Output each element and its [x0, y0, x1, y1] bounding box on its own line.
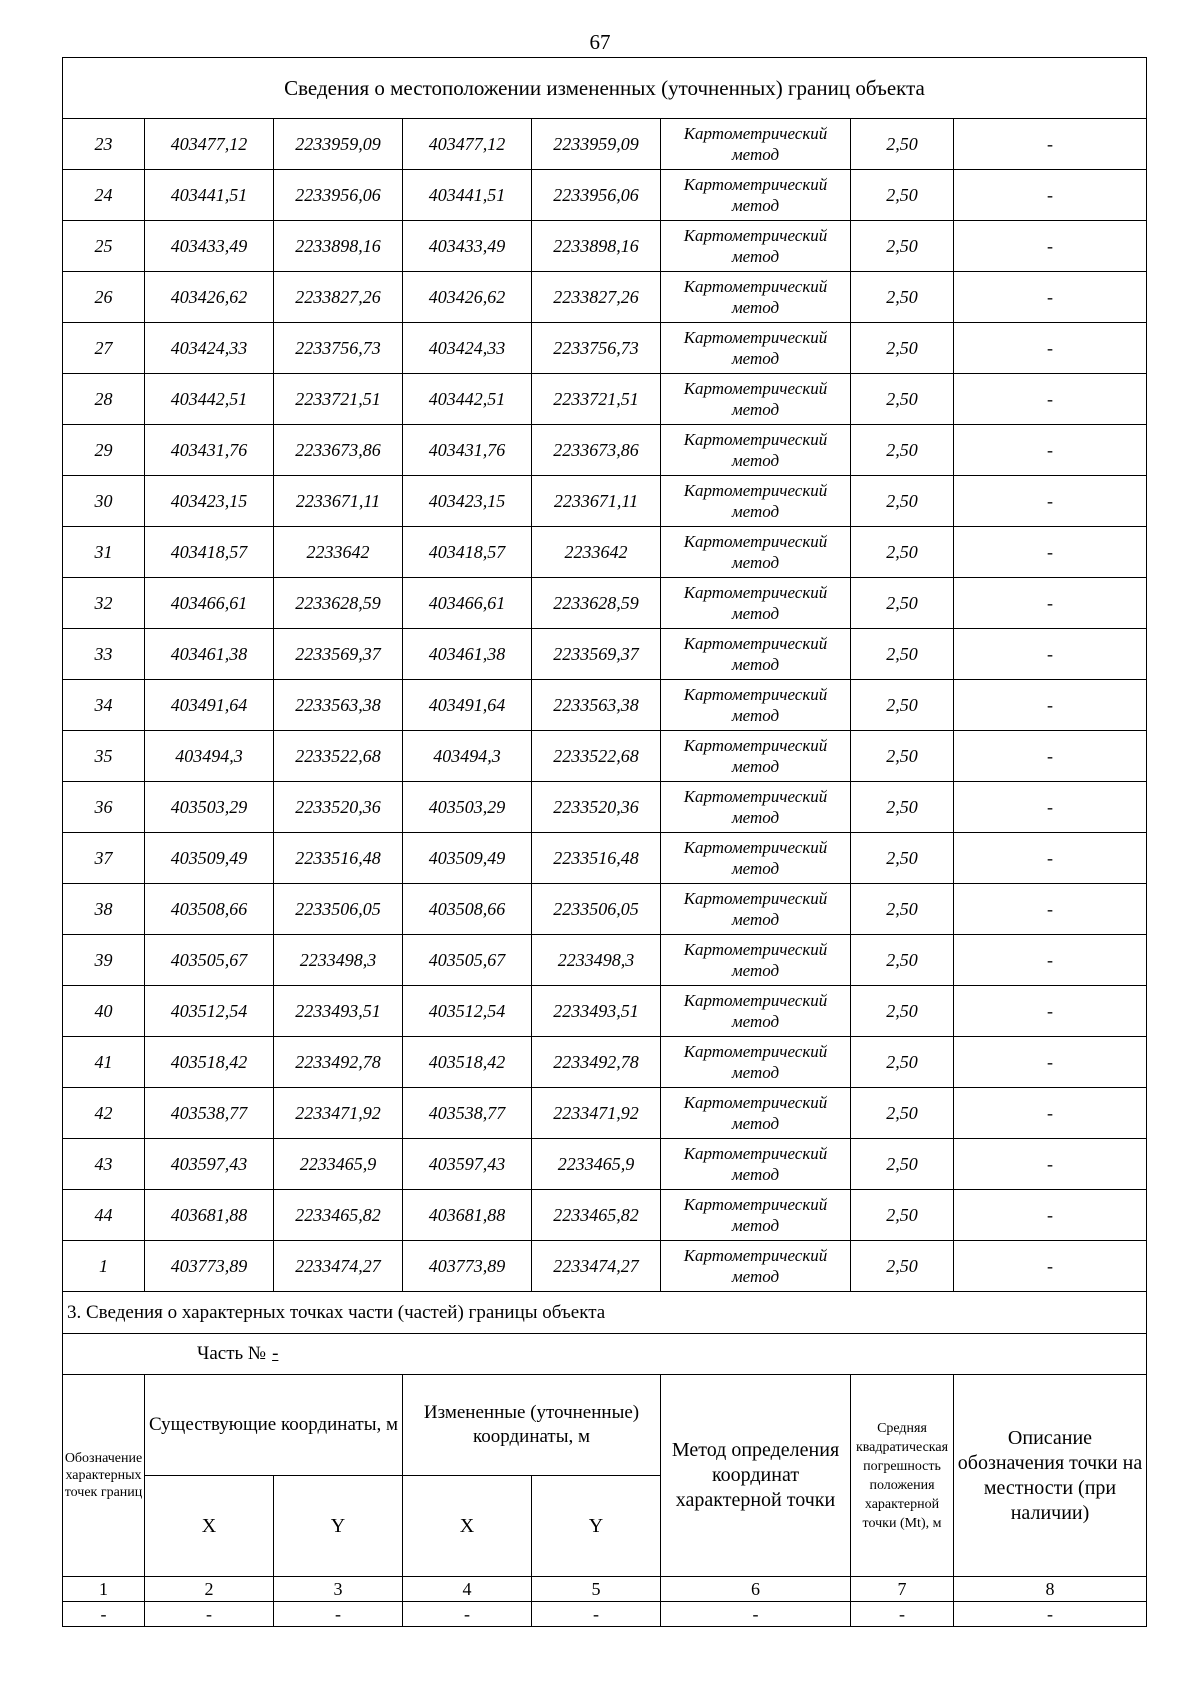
method-cell: Картометрический метод	[661, 272, 851, 323]
existing-x-cell: 403433,49	[145, 221, 274, 272]
accuracy-cell: 2,50	[851, 986, 954, 1037]
empty-cell: -	[661, 1602, 851, 1627]
existing-x-cell: 403466,61	[145, 578, 274, 629]
method-cell: Картометрический метод	[661, 935, 851, 986]
accuracy-cell: 2,50	[851, 731, 954, 782]
existing-y-cell: 2233673,86	[274, 425, 403, 476]
point-number-cell: 35	[63, 731, 145, 782]
column-number: 4	[403, 1577, 532, 1602]
accuracy-cell: 2,50	[851, 527, 954, 578]
existing-x-cell: 403505,67	[145, 935, 274, 986]
header-accuracy: Средняя квадратическая погрешность положения характерной точки (Mt), м	[851, 1375, 954, 1577]
column-number: 3	[274, 1577, 403, 1602]
column-number: 7	[851, 1577, 954, 1602]
existing-x-cell: 403461,38	[145, 629, 274, 680]
empty-cell: -	[851, 1602, 954, 1627]
existing-x-cell: 403512,54	[145, 986, 274, 1037]
changed-y-cell: 2233956,06	[532, 170, 661, 221]
description-cell: -	[954, 374, 1147, 425]
description-cell: -	[954, 119, 1147, 170]
table-row	[63, 476, 1147, 527]
changed-y-cell: 2233959,09	[532, 119, 661, 170]
description-cell: -	[954, 986, 1147, 1037]
description-cell: -	[954, 476, 1147, 527]
changed-x-cell: 403508,66	[403, 884, 532, 935]
existing-y-cell: 2233721,51	[274, 374, 403, 425]
changed-x-cell: 403441,51	[403, 170, 532, 221]
changed-x-cell: 403509,49	[403, 833, 532, 884]
table-row	[63, 374, 1147, 425]
table-row	[63, 1139, 1147, 1190]
description-cell: -	[954, 527, 1147, 578]
table-row	[63, 782, 1147, 833]
column-number-row	[63, 1577, 1147, 1602]
description-cell: -	[954, 323, 1147, 374]
accuracy-cell: 2,50	[851, 1037, 954, 1088]
description-cell: -	[954, 425, 1147, 476]
existing-y-cell: 2233498,3	[274, 935, 403, 986]
method-cell: Картометрический метод	[661, 425, 851, 476]
changed-y-cell: 2233827,26	[532, 272, 661, 323]
table-row	[63, 119, 1147, 170]
accuracy-cell: 2,50	[851, 680, 954, 731]
column-number: 5	[532, 1577, 661, 1602]
existing-x-cell: 403538,77	[145, 1088, 274, 1139]
changed-y-cell: 2233492,78	[532, 1037, 661, 1088]
changed-x-cell: 403418,57	[403, 527, 532, 578]
method-cell: Картометрический метод	[661, 833, 851, 884]
header-existing-coords: Существующие координаты, м	[145, 1375, 403, 1476]
method-cell: Картометрический метод	[661, 527, 851, 578]
existing-y-cell: 2233563,38	[274, 680, 403, 731]
accuracy-cell: 2,50	[851, 629, 954, 680]
table-row	[63, 731, 1147, 782]
accuracy-cell: 2,50	[851, 119, 954, 170]
description-cell: -	[954, 272, 1147, 323]
existing-y-cell: 2233569,37	[274, 629, 403, 680]
changed-y-cell: 2233721,51	[532, 374, 661, 425]
accuracy-cell: 2,50	[851, 935, 954, 986]
changed-y-cell: 2233673,86	[532, 425, 661, 476]
existing-x-cell: 403442,51	[145, 374, 274, 425]
method-cell: Картометрический метод	[661, 476, 851, 527]
existing-x-cell: 403424,33	[145, 323, 274, 374]
description-cell: -	[954, 1037, 1147, 1088]
existing-y-cell: 2233956,06	[274, 170, 403, 221]
changed-y-cell: 2233506,05	[532, 884, 661, 935]
method-cell: Картометрический метод	[661, 1037, 851, 1088]
existing-x-cell: 403418,57	[145, 527, 274, 578]
column-number: 2	[145, 1577, 274, 1602]
existing-x-cell: 403426,62	[145, 272, 274, 323]
header-point-designation: Обозначение характерных точек границ	[63, 1375, 145, 1577]
existing-x-cell: 403491,64	[145, 680, 274, 731]
existing-x-cell: 403441,51	[145, 170, 274, 221]
changed-x-cell: 403477,12	[403, 119, 532, 170]
point-number-cell: 30	[63, 476, 145, 527]
existing-y-cell: 2233959,09	[274, 119, 403, 170]
point-number-cell: 31	[63, 527, 145, 578]
point-number-cell: 34	[63, 680, 145, 731]
empty-cell: -	[145, 1602, 274, 1627]
changed-x-cell: 403494,3	[403, 731, 532, 782]
changed-x-cell: 403538,77	[403, 1088, 532, 1139]
empty-cell: -	[63, 1602, 145, 1627]
point-number-cell: 26	[63, 272, 145, 323]
changed-y-cell: 2233493,51	[532, 986, 661, 1037]
table-row	[63, 170, 1147, 221]
existing-y-cell: 2233520,36	[274, 782, 403, 833]
method-cell: Картометрический метод	[661, 986, 851, 1037]
description-cell: -	[954, 782, 1147, 833]
empty-cell: -	[532, 1602, 661, 1627]
changed-y-cell: 2233563,38	[532, 680, 661, 731]
description-cell: -	[954, 170, 1147, 221]
accuracy-cell: 2,50	[851, 272, 954, 323]
description-cell: -	[954, 1088, 1147, 1139]
existing-y-cell: 2233474,27	[274, 1241, 403, 1292]
description-cell: -	[954, 1190, 1147, 1241]
method-cell: Картометрический метод	[661, 374, 851, 425]
changed-x-cell: 403442,51	[403, 374, 532, 425]
table-row	[63, 935, 1147, 986]
point-number-cell: 37	[63, 833, 145, 884]
changed-y-cell: 2233628,59	[532, 578, 661, 629]
existing-x-cell: 403681,88	[145, 1190, 274, 1241]
changed-x-cell: 403491,64	[403, 680, 532, 731]
point-number-cell: 32	[63, 578, 145, 629]
table-row	[63, 272, 1147, 323]
changed-x-cell: 403681,88	[403, 1190, 532, 1241]
changed-x-cell: 403597,43	[403, 1139, 532, 1190]
table-row	[63, 629, 1147, 680]
changed-y-cell: 2233465,9	[532, 1139, 661, 1190]
table-row	[63, 323, 1147, 374]
point-number-cell: 42	[63, 1088, 145, 1139]
section-3-title: 3. Сведения о характерных точках части (частей) границы объекта	[63, 1292, 1147, 1334]
part-label: Часть №	[197, 1343, 267, 1364]
method-cell: Картометрический метод	[661, 119, 851, 170]
empty-part-row	[63, 1602, 1147, 1627]
header-changed-y: Y	[532, 1476, 661, 1577]
existing-y-cell: 2233827,26	[274, 272, 403, 323]
header-description: Описание обозначения точки на местности (при наличии)	[954, 1375, 1147, 1577]
method-cell: Картометрический метод	[661, 1190, 851, 1241]
point-number-cell: 36	[63, 782, 145, 833]
table-row	[63, 833, 1147, 884]
empty-cell: -	[274, 1602, 403, 1627]
header-method: Метод определения координат характерной точки	[661, 1375, 851, 1577]
changed-y-cell: 2233498,3	[532, 935, 661, 986]
existing-y-cell: 2233628,59	[274, 578, 403, 629]
changed-x-cell: 403512,54	[403, 986, 532, 1037]
changed-y-cell: 2233516,48	[532, 833, 661, 884]
changed-x-cell: 403461,38	[403, 629, 532, 680]
accuracy-cell: 2,50	[851, 1190, 954, 1241]
table-row	[63, 986, 1147, 1037]
existing-y-cell: 2233493,51	[274, 986, 403, 1037]
part-number-row	[63, 1334, 1147, 1375]
column-number: 6	[661, 1577, 851, 1602]
changed-y-cell: 2233671,11	[532, 476, 661, 527]
header-existing-y: Y	[274, 1476, 403, 1577]
accuracy-cell: 2,50	[851, 578, 954, 629]
point-number-cell: 25	[63, 221, 145, 272]
point-number-cell: 43	[63, 1139, 145, 1190]
description-cell: -	[954, 680, 1147, 731]
method-cell: Картометрический метод	[661, 782, 851, 833]
method-cell: Картометрический метод	[661, 170, 851, 221]
method-cell: Картометрический метод	[661, 731, 851, 782]
existing-y-cell: 2233671,11	[274, 476, 403, 527]
accuracy-cell: 2,50	[851, 884, 954, 935]
existing-y-cell: 2233465,82	[274, 1190, 403, 1241]
accuracy-cell: 2,50	[851, 323, 954, 374]
accuracy-cell: 2,50	[851, 476, 954, 527]
existing-x-cell: 403423,15	[145, 476, 274, 527]
existing-y-cell: 2233898,16	[274, 221, 403, 272]
changed-y-cell: 2233520,36	[532, 782, 661, 833]
existing-x-cell: 403477,12	[145, 119, 274, 170]
empty-cell: -	[954, 1602, 1147, 1627]
method-cell: Картометрический метод	[661, 629, 851, 680]
description-cell: -	[954, 1139, 1147, 1190]
accuracy-cell: 2,50	[851, 1139, 954, 1190]
description-cell: -	[954, 1241, 1147, 1292]
description-cell: -	[954, 578, 1147, 629]
changed-x-cell: 403518,42	[403, 1037, 532, 1088]
changed-x-cell: 403431,76	[403, 425, 532, 476]
table-row	[63, 1241, 1147, 1292]
accuracy-cell: 2,50	[851, 1088, 954, 1139]
changed-y-cell: 2233474,27	[532, 1241, 661, 1292]
existing-x-cell: 403597,43	[145, 1139, 274, 1190]
point-number-cell: 1	[63, 1241, 145, 1292]
changed-y-cell: 2233569,37	[532, 629, 661, 680]
existing-x-cell: 403503,29	[145, 782, 274, 833]
table-row	[63, 680, 1147, 731]
method-cell: Картометрический метод	[661, 1241, 851, 1292]
table-row	[63, 1037, 1147, 1088]
accuracy-cell: 2,50	[851, 221, 954, 272]
existing-x-cell: 403518,42	[145, 1037, 274, 1088]
point-number-cell: 33	[63, 629, 145, 680]
changed-y-cell: 2233898,16	[532, 221, 661, 272]
page-number: 67	[589, 30, 611, 54]
method-cell: Картометрический метод	[661, 221, 851, 272]
changed-x-cell: 403426,62	[403, 272, 532, 323]
existing-x-cell: 403431,76	[145, 425, 274, 476]
existing-y-cell: 2233516,48	[274, 833, 403, 884]
changed-x-cell: 403433,49	[403, 221, 532, 272]
point-number-cell: 44	[63, 1190, 145, 1241]
header-existing-x: X	[145, 1476, 274, 1577]
accuracy-cell: 2,50	[851, 782, 954, 833]
changed-x-cell: 403424,33	[403, 323, 532, 374]
changed-y-cell: 2233471,92	[532, 1088, 661, 1139]
accuracy-cell: 2,50	[851, 425, 954, 476]
table-row	[63, 1088, 1147, 1139]
description-cell: -	[954, 731, 1147, 782]
existing-y-cell: 2233492,78	[274, 1037, 403, 1088]
point-number-cell: 39	[63, 935, 145, 986]
changed-x-cell: 403773,89	[403, 1241, 532, 1292]
point-number-cell: 41	[63, 1037, 145, 1088]
part-value: -	[272, 1343, 279, 1364]
method-cell: Картометрический метод	[661, 323, 851, 374]
point-number-cell: 40	[63, 986, 145, 1037]
point-number-cell: 38	[63, 884, 145, 935]
table-row	[63, 221, 1147, 272]
accuracy-cell: 2,50	[851, 170, 954, 221]
existing-x-cell: 403494,3	[145, 731, 274, 782]
method-cell: Картометрический метод	[661, 884, 851, 935]
existing-y-cell: 2233465,9	[274, 1139, 403, 1190]
changed-x-cell: 403503,29	[403, 782, 532, 833]
point-number-cell: 27	[63, 323, 145, 374]
changed-x-cell: 403466,61	[403, 578, 532, 629]
table-row	[63, 884, 1147, 935]
method-cell: Картометрический метод	[661, 578, 851, 629]
method-cell: Картометрический метод	[661, 1139, 851, 1190]
existing-y-cell: 2233642	[274, 527, 403, 578]
table-row	[63, 527, 1147, 578]
boundary-points-table	[62, 57, 1147, 1627]
changed-x-cell: 403423,15	[403, 476, 532, 527]
method-cell: Картометрический метод	[661, 680, 851, 731]
column-number: 1	[63, 1577, 145, 1602]
table-row	[63, 578, 1147, 629]
existing-y-cell: 2233522,68	[274, 731, 403, 782]
changed-y-cell: 2233642	[532, 527, 661, 578]
method-cell: Картометрический метод	[661, 1088, 851, 1139]
header-changed-x: X	[403, 1476, 532, 1577]
changed-y-cell: 2233756,73	[532, 323, 661, 374]
existing-x-cell: 403773,89	[145, 1241, 274, 1292]
changed-y-cell: 2233522,68	[532, 731, 661, 782]
description-cell: -	[954, 833, 1147, 884]
changed-y-cell: 2233465,82	[532, 1190, 661, 1241]
description-cell: -	[954, 884, 1147, 935]
description-cell: -	[954, 629, 1147, 680]
existing-y-cell: 2233506,05	[274, 884, 403, 935]
table-row	[63, 1190, 1147, 1241]
existing-y-cell: 2233756,73	[274, 323, 403, 374]
point-number-cell: 24	[63, 170, 145, 221]
existing-x-cell: 403509,49	[145, 833, 274, 884]
accuracy-cell: 2,50	[851, 833, 954, 884]
empty-cell: -	[403, 1602, 532, 1627]
point-number-cell: 29	[63, 425, 145, 476]
existing-y-cell: 2233471,92	[274, 1088, 403, 1139]
accuracy-cell: 2,50	[851, 374, 954, 425]
table-title: Сведения о местоположении измененных (уточненных) границ объекта	[63, 58, 1147, 119]
header-changed-coords: Измененные (уточненные) координаты, м	[403, 1375, 661, 1476]
point-number-cell: 23	[63, 119, 145, 170]
column-number: 8	[954, 1577, 1147, 1602]
changed-x-cell: 403505,67	[403, 935, 532, 986]
description-cell: -	[954, 221, 1147, 272]
accuracy-cell: 2,50	[851, 1241, 954, 1292]
table-row	[63, 425, 1147, 476]
existing-x-cell: 403508,66	[145, 884, 274, 935]
point-number-cell: 28	[63, 374, 145, 425]
description-cell: -	[954, 935, 1147, 986]
